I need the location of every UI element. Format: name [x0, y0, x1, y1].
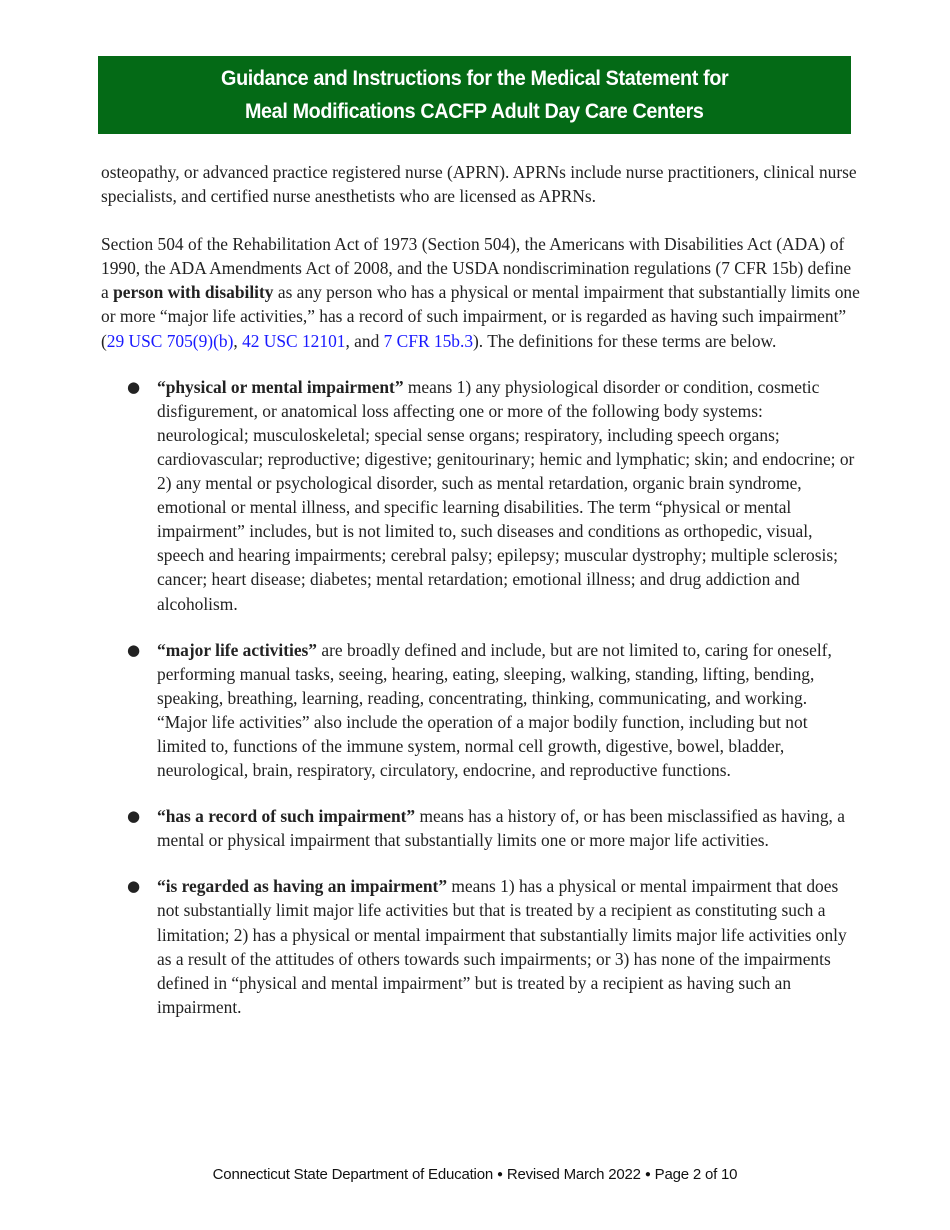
- definition-term: “physical or mental impairment”: [157, 376, 404, 397]
- header-title-line-2: Meal Modifications CACFP Adult Day Care Centers: [245, 99, 704, 123]
- link-7-cfr-15b3[interactable]: 7 CFR 15b.3: [383, 330, 474, 351]
- definition-text: means 1) has a physical or mental impairment that does not substantially limit major life activities but that is treated by a recipient as constituting such a limitation; 2) has a physical or mental impairment that substantially limits major life activities only as a result of the attitudes of others towards such impairments; or 3) has none of the impairments defined in “physical and mental impairment” but is treated by a recipient as having such an impairment.: [157, 876, 847, 1017]
- term-person-with-disability: person with disability: [113, 282, 274, 303]
- footer-separator-icon: ●: [496, 1169, 503, 1180]
- para2-sep-1: ,: [233, 330, 243, 351]
- paragraph-disability-definition: [101, 232, 861, 352]
- definition-text: means 1) any physiological disorder or condition, cosmetic disfigurement, or anatomical loss affecting one or more of the following body systems: neurological; musculoskeletal; special sense organs; respiratory, including speech organs; cardiovascular; reproductive; digestive; genitourinary; hemic and lymphatic; skin; and endocrine; or 2) any mental or psychological disorder, such as mental retardation, organic brain syndrome, emotional or mental illness, and specific learning disabilities. The term “physical or mental impairment” includes, but is not limited to, such diseases and conditions as orthopedic, visual, speech and hearing impairments; cerebral palsy; epilepsy; muscular dystrophy; multiple sclerosis; cancer; heart disease; diabetes; mental retardation; emotional illness; and drug addiction and alcoholism.: [157, 376, 855, 614]
- definition-text: means has a history of, or has been misclassified as having, a mental or physical impairment that substantially limits one or more major life activities.: [157, 806, 845, 851]
- document-body: [101, 160, 861, 1041]
- definition-term: “major life activities”: [157, 639, 318, 660]
- link-29-usc-705[interactable]: 29 USC 705(9)(b): [106, 330, 234, 351]
- footer-page-number: Page 2 of 10: [654, 1166, 738, 1183]
- para2-sep-2: , and: [345, 330, 384, 351]
- bullet-icon: ●: [127, 877, 141, 896]
- page-footer: [0, 1166, 950, 1183]
- bullet-icon: ●: [127, 377, 141, 396]
- paragraph-aprn: osteopathy, or advanced practice registered nurse (APRN). APRNs include nurse practitioners, clinical nurse specialists, and certified nurse anesthetists who are licensed as APRNs.: [101, 162, 857, 207]
- list-item-regarded-as-impaired: [101, 874, 857, 1019]
- list-item-physical-mental-impairment: [101, 375, 857, 616]
- list-item-record-of-impairment: [101, 804, 857, 852]
- header-banner: [98, 56, 851, 134]
- definition-text: are broadly defined and include, but are not limited to, caring for oneself, performing manual tasks, seeing, hearing, eating, sleeping, walking, standing, lifting, bending, speaking, breathing, learning, reading, concentrating, thinking, communicating, and working. “Major life activities” also include the operation of a major bodily function, including but not limited to, functions of the immune system, normal cell growth, digestive, bowel, bladder, neurological, brain, respiratory, circulatory, endocrine, and reproductive functions.: [157, 639, 832, 781]
- list-item-major-life-activities: [101, 638, 857, 783]
- para2-text-3: ). The definitions for these terms are below.: [473, 330, 777, 351]
- definition-term: “is regarded as having an impairment”: [157, 876, 448, 897]
- link-42-usc-12101[interactable]: 42 USC 12101: [242, 330, 346, 351]
- footer-separator-icon: ●: [644, 1169, 651, 1180]
- para2-text-2: as any person who has a physical or mental impairment that substantially limits one or more “major life activities,” has a record of such impairment, or is regarded as having such impairment” (: [101, 282, 860, 351]
- para2-text-1: Section 504 of the Rehabilitation Act of 1973 (Section 504), the Americans with Disabilities Act (ADA) of 1990, the ADA Amendments Act of 2008, and the USDA nondiscrimination regulations (7 CFR 15b) define a: [101, 234, 852, 303]
- footer-org: Connecticut State Department of Education: [212, 1166, 493, 1183]
- definitions-list: [101, 375, 861, 1019]
- footer-revised: Revised March 2022: [506, 1166, 641, 1183]
- bullet-icon: ●: [127, 640, 141, 659]
- definition-term: “has a record of such impairment”: [157, 806, 416, 827]
- header-title-line-1: Guidance and Instructions for the Medical Statement for: [220, 66, 729, 90]
- bullet-icon: ●: [127, 807, 141, 826]
